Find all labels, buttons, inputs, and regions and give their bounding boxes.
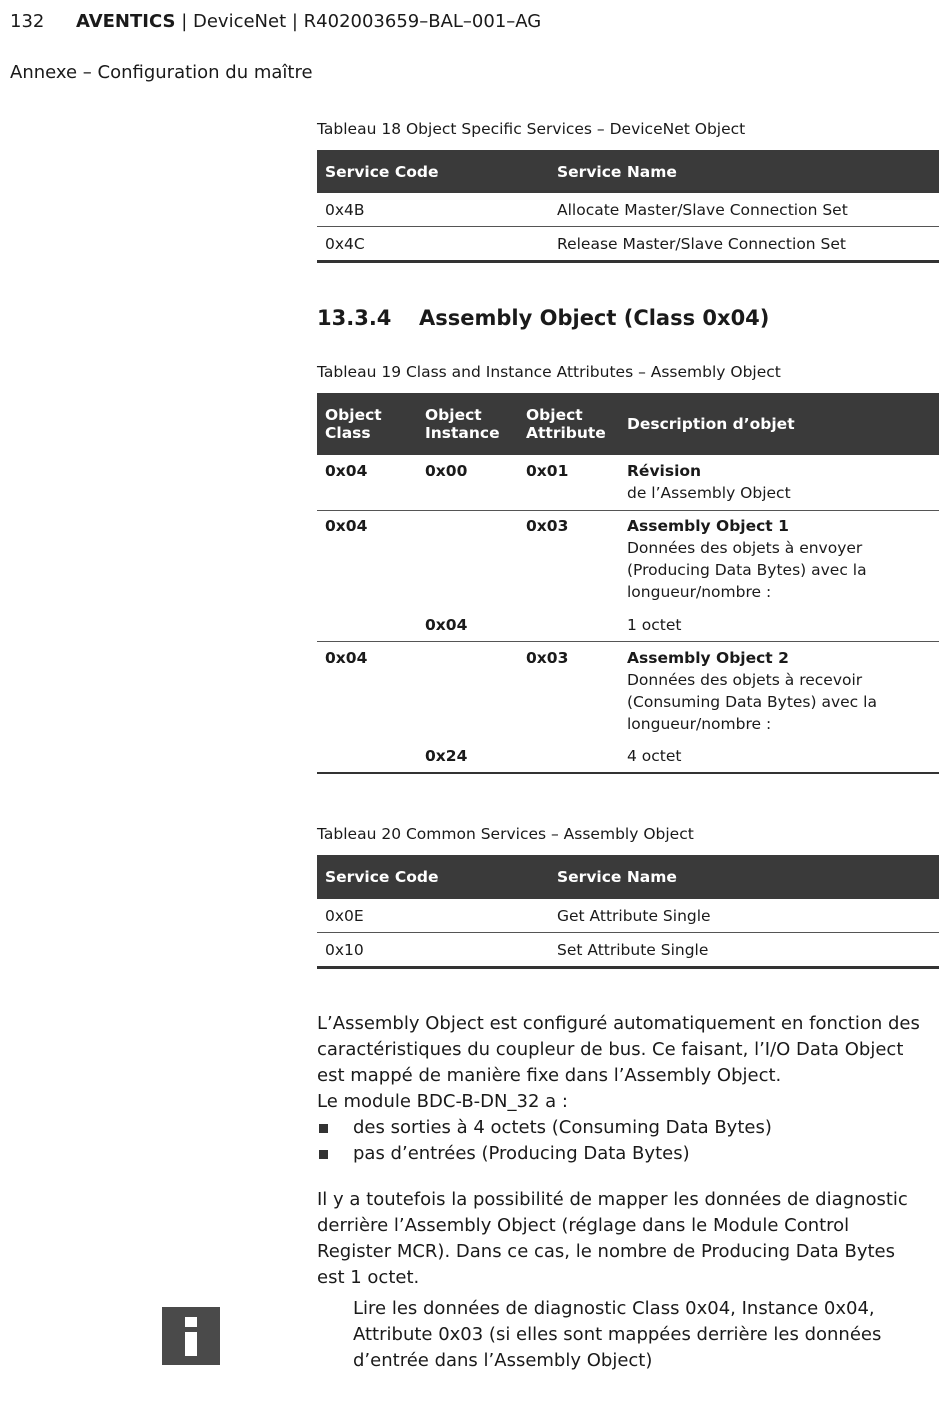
description-line: longueur/nombre : [627,715,772,733]
table-row [317,899,939,933]
description-line: Données des objets à envoyer [627,539,863,557]
heading-title: Assembly Object (Class 0x04) [419,306,770,330]
table-20 [317,855,939,969]
cell-service-code: 0x10 [317,933,549,968]
table-row [317,933,939,968]
doc-reference: | DeviceNet | R402003659–BAL–001–AG [175,11,542,32]
table-20-caption: Tableau 20 Common Services – Assembly Object [317,825,694,843]
cell-object-instance: 0x00 [425,462,468,480]
bullet-list [317,1115,927,1167]
cell-object-attribute: 0x01 [526,462,569,480]
section-title: Annexe – Configuration du maître [10,62,313,83]
cell-service-code: 0x4C [317,227,549,262]
cell-description [627,515,867,603]
cell-description [627,647,877,735]
description-title: Assembly Object 1 [627,517,789,535]
square-bullet-icon [319,1150,328,1159]
description-line: (Consuming Data Bytes) avec la [627,693,877,711]
cell-sub-instance: 0x24 [425,747,468,765]
table-18-caption: Tableau 18 Object Specific Services – DeviceNet Object [317,120,746,138]
heading-number: 13.3.4 [317,306,392,330]
page-number: 132 [10,11,45,32]
cell-object-attribute: 0x03 [526,649,569,667]
table-bottom-rule [317,772,939,774]
description-line: Données des objets à recevoir [627,671,863,689]
column-header-service-name: Service Name [549,855,939,899]
module-line: Le module BDC-B-DN_32 a : [317,1091,568,1112]
cell-sub-instance: 0x04 [425,616,468,634]
cell-object-class: 0x04 [325,462,368,480]
table-18 [317,150,939,263]
column-header-object-class: Object Class [325,406,382,442]
table-header-row [317,150,939,193]
section-heading [317,306,769,330]
info-icon [162,1307,220,1365]
description-line: longueur/nombre : [627,583,772,601]
column-header-service-code: Service Code [317,855,549,899]
body-text [317,1011,927,1291]
column-header-service-code: Service Code [317,150,549,193]
cell-object-class: 0x04 [325,649,368,667]
cell-service-code: 0x4B [317,193,549,227]
column-header-object-attribute: Object Attribute [526,406,606,442]
cell-description [627,460,791,504]
paragraph: L’Assembly Object est configuré automatiquement en fonction des caractéristiques du coupleur de bus. Ce faisant, l’I/O Data Object est mappé de manière fixe dans l’Assembly Object. [317,1013,920,1086]
description-line: (Producing Data Bytes) avec la [627,561,867,579]
table-19-caption: Tableau 19 Class and Instance Attributes – Assembly Object [317,363,781,381]
cell-length-value: 4 octet [627,747,682,765]
cell-object-attribute: 0x03 [526,517,569,535]
brand-name: AVENTICS [76,11,176,32]
list-item: des sorties à 4 octets (Consuming Data Bytes) [317,1115,927,1141]
description-title: Assembly Object 2 [627,649,789,667]
note-text: Lire les données de diagnostic Class 0x04, Instance 0x04, Attribute 0x03 (si elles sont mappées derrière les données d’entrée dans l’Assembly Object) [353,1298,882,1371]
description-title: Révision [627,462,702,480]
paragraph: Il y a toutefois la possibilité de mapper les données de diagnostic derrière l’Assembly Object (réglage dans le Module Control Register MCR). Dans ce cas, le nombre de Producing Data Bytes est 1 octet. [317,1189,908,1288]
cell-object-class: 0x04 [325,517,368,535]
cell-service-name: Get Attribute Single [549,899,939,933]
cell-length-value: 1 octet [627,616,682,634]
cell-service-code: 0x0E [317,899,549,933]
column-header-service-name: Service Name [549,150,939,193]
cell-service-name: Allocate Master/Slave Connection Set [549,193,939,227]
column-header-description: Description d’objet [627,415,795,433]
description-line: de l’Assembly Object [627,484,791,502]
column-header-object-instance: Object Instance [425,406,500,442]
row-divider [317,510,939,511]
cell-service-name: Set Attribute Single [549,933,939,968]
row-divider [317,641,939,642]
list-item: pas d’entrées (Producing Data Bytes) [317,1141,927,1167]
cell-service-name: Release Master/Slave Connection Set [549,227,939,262]
table-row [317,227,939,262]
table-row [317,193,939,227]
table-header-row [317,855,939,899]
square-bullet-icon [319,1124,328,1133]
running-header [76,11,541,32]
